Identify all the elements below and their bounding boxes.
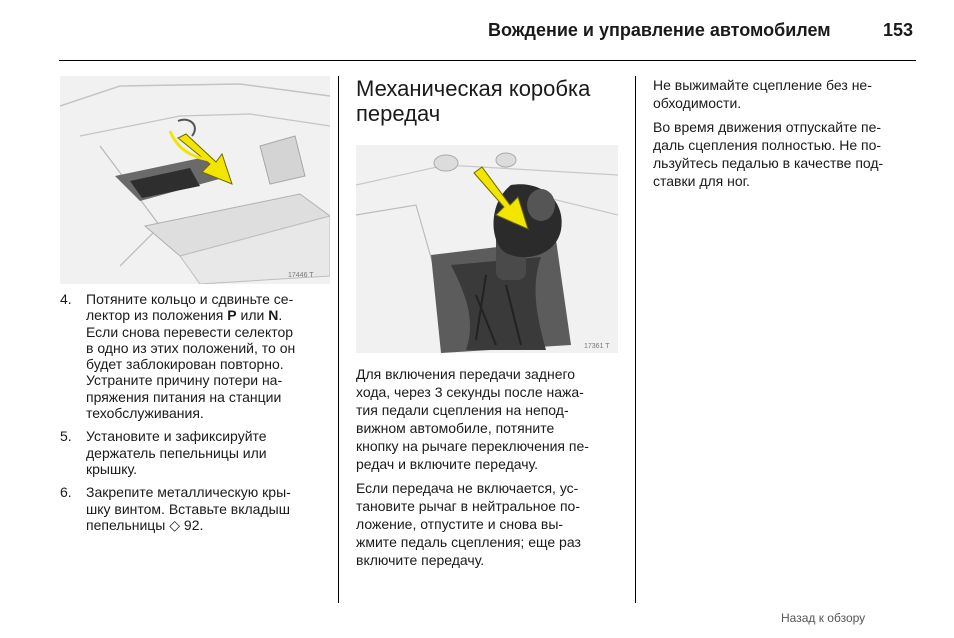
section-title-line: Механическая коробка: [356, 76, 591, 101]
page-number: 153: [883, 20, 914, 40]
step-line: Если снова перевести селектор: [86, 323, 294, 340]
step-line: держатель пепельницы или: [86, 444, 267, 461]
section-body: [356, 365, 628, 575]
text-line: ложение, отпустите и снова вы-: [356, 516, 564, 532]
text-line: льзуйтесь педалью в качестве под-: [653, 155, 884, 171]
step-line: Закрепите металлическую кры-: [86, 484, 291, 501]
gear-position-label: P: [227, 307, 237, 324]
step-number: 5.: [60, 428, 72, 445]
steps-list: [60, 291, 328, 540]
right-paragraph: [653, 118, 921, 190]
section-paragraph: [356, 365, 628, 473]
step-line: шку винтом. Вставьте вкладыш: [86, 500, 290, 517]
step-line: лектор из положения P или N.: [86, 307, 283, 324]
section-title: [356, 76, 626, 126]
step-line: Устраните причину потери на-: [86, 372, 283, 389]
text-line: обходимости.: [653, 95, 742, 111]
figure-ashtray-code: 17446 T: [288, 272, 314, 279]
header-rule: [59, 60, 916, 61]
column-divider-1: [338, 76, 339, 603]
text-line: кнопку на рычаге переключения пе-: [356, 438, 589, 454]
text-line: Во время движения отпускайте пе-: [653, 119, 882, 135]
step-line: Потяните кольцо и сдвиньте се-: [86, 291, 294, 307]
column-divider-2: [635, 76, 636, 603]
step-line: крышку.: [86, 460, 137, 477]
back-to-overview-link[interactable]: Назад к обзору: [781, 611, 866, 625]
text-line: включите передачу.: [356, 552, 485, 568]
text-line: Для включения передачи заднего: [356, 366, 576, 382]
step-item: [60, 291, 328, 421]
step-line: Установите и зафиксируйте: [86, 428, 267, 445]
figure-ashtray: [60, 76, 330, 284]
right-paragraph: [653, 76, 921, 112]
step-number: 6.: [60, 484, 72, 501]
step-number: 4.: [60, 291, 72, 307]
text-line: вижном автомобиле, потяните: [356, 420, 555, 436]
step-item: [60, 484, 328, 533]
right-column: [653, 76, 921, 196]
section-paragraph: [356, 479, 628, 569]
figure-gearshift-code: 17361 T: [584, 343, 610, 350]
gear-position-label: N: [268, 307, 279, 324]
step-line: пряжения питания на станции: [86, 388, 282, 405]
text-line: Не выжимайте сцепление без не-: [653, 77, 872, 93]
text-line: жмите педаль сцепления; еще раз: [356, 534, 581, 550]
step-line: в одно из этих положений, то он: [86, 339, 296, 356]
step-line: будет заблокирован повторно.: [86, 356, 284, 373]
step-item: [60, 428, 328, 477]
figure-gearshift: [356, 145, 618, 353]
text-line: тия педали сцепления на непод-: [356, 402, 569, 418]
running-header-title: Вождение и управление автомобилем: [488, 20, 831, 40]
text-line: хода, через 3 секунды после нажа-: [356, 384, 584, 400]
text-line: Если передача не включается, ус-: [356, 480, 579, 496]
text-line: редач и включите передачу.: [356, 456, 538, 472]
step-line[interactable]: пепельницы ◇ 92.: [86, 516, 204, 533]
text-line: тановите рычаг в нейтральное по-: [356, 498, 581, 514]
section-title-line: передач: [356, 101, 441, 126]
text-line: даль сцепления полностью. Не по-: [653, 137, 882, 153]
text-line: ставки для ног.: [653, 173, 750, 189]
step-line: техобслуживания.: [86, 405, 204, 422]
